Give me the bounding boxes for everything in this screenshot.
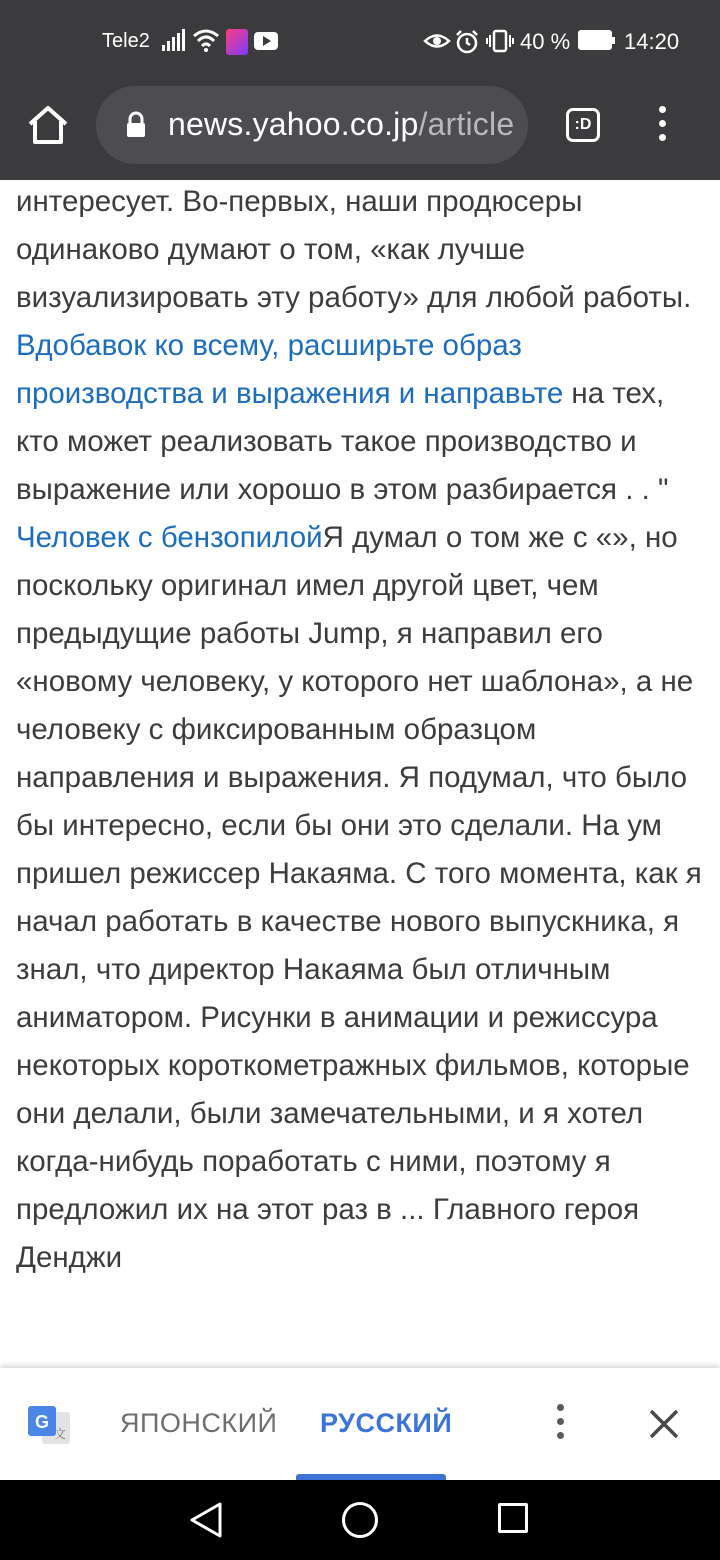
youtube-icon <box>254 32 278 50</box>
tab-switcher-button[interactable]: :D <box>566 108 600 142</box>
article-text <box>16 130 706 1282</box>
wifi-icon <box>192 28 220 52</box>
system-navigation-bar <box>0 1480 720 1560</box>
url-text <box>168 106 514 143</box>
tab-source-language[interactable]: ЯПОНСКИЙ <box>120 1408 278 1438</box>
article-paragraph-2: на тех, кто может реализовать такое производство и выражение или хорошо в этом разбирается . . " <box>16 377 669 506</box>
tab-target-language[interactable]: РУССКИЙ <box>320 1408 453 1438</box>
signal-icon <box>162 29 186 51</box>
translate-menu-button[interactable] <box>550 1404 570 1444</box>
status-bar <box>0 0 720 84</box>
home-icon[interactable] <box>342 1502 378 1538</box>
article-link-1[interactable]: Вдобавок ко всему, расширьте образ производства и выражения и направьте <box>16 329 564 410</box>
address-bar[interactable] <box>96 86 528 164</box>
close-icon[interactable] <box>648 1408 680 1440</box>
lock-icon <box>126 112 146 138</box>
article-link-2[interactable]: Человек с бензопилой <box>16 521 323 554</box>
battery-icon <box>578 30 612 50</box>
battery-percent: 40 % <box>520 29 571 54</box>
article-body <box>0 160 720 1368</box>
svg-text:文: 文 <box>53 1427 67 1441</box>
back-icon[interactable] <box>188 1500 224 1540</box>
article-paragraph-3: Я думал о том же с «», но поскольку оригинал имел другой цвет, чем предыдущие работы Jump, я направил его «новому человеку, у которого нет шаблона», а не человеку с фиксированным образцом направления и выражения. Я подумал, что было бы интересно, если бы они это сделали. На ум пришел режиссер Накаяма. С того момента, как я начал работать в качестве нового выпускника, я знал, что директор Накаяма был отличным аниматором. Рисунки в анимации и режиссура некоторых короткометражных фильмов, которые они делали, были замечательными, и я хотел когда-нибудь поработать с ними, поэтому я предложил их на этот раз в ... Главного героя Денджи <box>16 521 702 1274</box>
article-paragraph-1: интересует. Во-первых, наши продюсеры одинаково думают о том, «как лучше визуализировать эту работу» для любой работы. <box>16 185 692 314</box>
clock: 14:20 <box>624 29 680 54</box>
url-path: /article <box>418 106 515 142</box>
svg-text:G: G <box>34 1412 50 1432</box>
alarm-icon <box>455 30 479 54</box>
google-translate-icon <box>26 1404 72 1446</box>
url-host: news.yahoo.co.jp <box>168 106 419 142</box>
recent-apps-icon[interactable] <box>498 1503 528 1533</box>
translate-bar <box>0 1368 720 1480</box>
home-button[interactable] <box>26 104 70 146</box>
eye-icon <box>424 30 450 52</box>
carrier-name: Tele2 <box>102 30 150 52</box>
app-notification-icon <box>226 29 248 55</box>
browser-menu-button[interactable] <box>652 106 672 146</box>
vibrate-icon <box>486 30 514 52</box>
browser-top-bar <box>0 0 720 180</box>
